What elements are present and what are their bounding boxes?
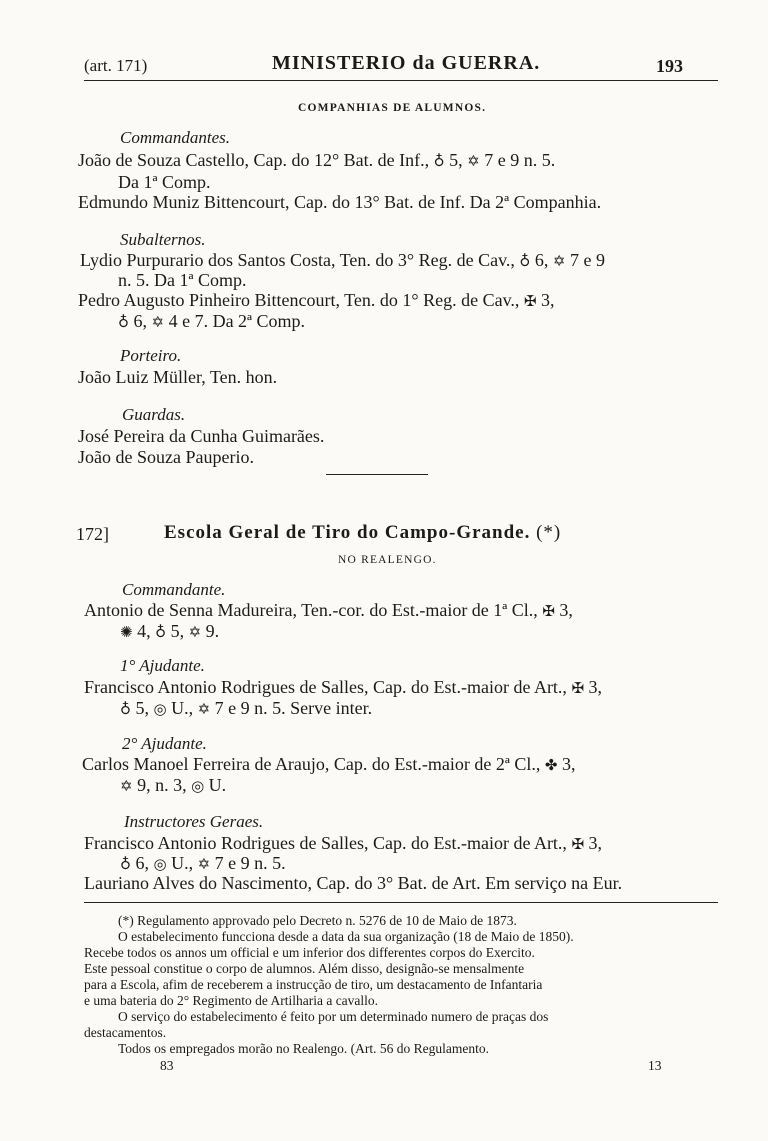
entry-line: Da 1ª Comp. [118,172,211,192]
medal-icon: ♁ [118,313,129,331]
order-cross-icon: ✤ [544,756,558,774]
footnote-line: Recebe todos os annos um official e um inferior dos differentes corpos do Exercito. [84,945,535,960]
role-subalternos: Subalternos. [120,230,206,249]
entry-text: U., [171,698,194,718]
entry-text: 5, [135,698,149,718]
footnote-mark: (*) [536,522,562,543]
entry-text: 6, [133,311,147,331]
entry-text: 9. [205,621,220,641]
entry-text: Lydio Purpurario dos Santos Costa, Ten. do 3° Reg. de Cav., [80,250,515,270]
entry-text: Antonio de Senna Madureira, Ten.-cor. do Est.-maior de 1ª Cl., [84,600,538,620]
entry-line [84,677,602,698]
section-title [164,522,561,544]
star-icon: ✡ [552,252,566,270]
cross-icon: ✠ [571,679,585,697]
entry-line: João de Souza Pauperio. [78,447,254,467]
entry-text: Carlos Manoel Ferreira de Araujo, Cap. do Est.-maior de 2ª Cl., [82,754,541,774]
entry-line: n. 5. Da 1ª Comp. [118,270,247,290]
circle-emblem-icon: ◎ [153,855,167,873]
role-instructores: Instructores Geraes. [124,812,264,831]
entry-line: Lauriano Alves do Nascimento, Cap. do 3° Bat. de Art. Em serviço na Eur. [84,873,623,893]
rosette-icon: ✺ [120,623,133,641]
section-title-text: Escola Geral de Tiro do Campo-Grande. [164,522,531,543]
entry-line: José Pereira da Cunha Guimarães. [78,426,325,446]
entry-text: 7 e 9 n. 5. [214,853,286,873]
footnote-line: O estabelecimento funcciona desde a data da sua organização (18 de Maio de 1850). [118,929,574,944]
entry-line [80,250,605,271]
header-article-ref: (art. 171) [84,56,148,75]
medal-icon: ♁ [433,152,445,170]
entry-text: 3, [561,754,576,774]
footnote-line: Todos os empregados morão no Realengo. (Art. 56 do Regulamento. [118,1041,489,1056]
signature-mark-left: 83 [160,1058,174,1073]
footnote-line: (*) Regulamento approvado pelo Decreto n. 5276 de 10 de Maio de 1873. [118,913,517,928]
entry-text: 6, [534,250,549,270]
star-icon: ✡ [197,855,211,873]
entry-line [78,150,555,171]
role-guardas: Guardas. [122,405,186,424]
cross-icon: ✠ [542,602,555,620]
circle-emblem-icon: ◎ [153,700,167,718]
star-icon: ✡ [197,700,211,718]
signature-mark-right: 13 [648,1058,662,1073]
cross-icon: ✠ [523,292,537,310]
entry-line [84,600,573,621]
entry-text: 5, [170,621,185,641]
section-number: 172] [76,524,109,544]
entry-line [120,698,372,719]
entry-line [78,290,554,311]
entry-text: Francisco Antonio Rodrigues de Salles, Cap. do Est.-maior de Art., [84,677,567,697]
entry-text: 6, [135,853,149,873]
footnote-line: para a Escola, afim de receberem a instrucção de tiro, um destacamento de Infantaria [84,977,543,992]
entry-text: 7 e 9 n. 5. Serve inter. [214,698,373,718]
entry-text: U., [171,853,194,873]
entry-line: Edmundo Muniz Bittencourt, Cap. do 13° Bat. de Inf. Da 2ª Companhia. [78,192,602,212]
star-icon: ✡ [120,777,133,795]
entry-text: Pedro Augusto Pinheiro Bittencourt, Ten. do 1° Reg. de Cav., [78,290,520,310]
role-porteiro: Porteiro. [120,346,182,365]
role-commandantes: Commandantes. [120,128,231,147]
entry-text: 4 e 7. Da 2ª Comp. [168,311,306,331]
entry-line [120,775,226,796]
section-separator [326,474,428,475]
entry-text: 3, [588,833,603,853]
medal-icon: ♁ [120,855,131,873]
entry-text: 3, [588,677,603,697]
entry-text: 4, [137,621,151,641]
entry-text: 3, [559,600,573,620]
footnote-line: Este pessoal constitue o corpo de alumnos. Além disso, designão-se mensalmente [84,961,525,976]
entry-line [84,833,602,854]
footnote-line: destacamentos. [84,1025,167,1040]
page-number: 193 [656,56,683,76]
footnote-rule [84,902,718,903]
header-rule [84,80,718,81]
entry-text: 7 e 9 [570,250,605,270]
entry-text: 7 e 9 n. 5. [484,150,556,170]
header-title: MINISTERIO da GUERRA. [272,52,541,74]
medal-icon: ♁ [519,252,531,270]
entry-line [120,853,286,874]
footnote-line: O serviço do estabelecimento é feito por um determinado numero de praças dos [118,1009,549,1024]
entry-line [82,754,575,775]
medal-icon: ♁ [120,700,131,718]
entry-text: U. [208,775,227,795]
section-subtitle: NO REALENGO. [338,554,437,566]
entry-line: João Luiz Müller, Ten. hon. [78,367,278,387]
entry-line [118,311,305,332]
star-icon: ✡ [467,152,480,170]
footnote-line: e uma bateria do 2° Regimento de Artilharia a cavallo. [84,993,379,1008]
entry-line [120,621,219,642]
role-ajudante-1: 1° Ajudante. [120,656,205,675]
entry-text: Francisco Antonio Rodrigues de Salles, Cap. do Est.-maior de Art., [84,833,567,853]
medal-icon: ♁ [155,623,167,641]
role-ajudante-2: 2° Ajudante. [122,734,207,753]
cross-icon: ✠ [571,835,585,853]
circle-emblem-icon: ◎ [191,777,205,795]
companhias-heading: COMPANHIAS DE ALUMNOS. [298,102,487,114]
entry-text: 3, [540,290,555,310]
star-icon: ✡ [151,313,165,331]
star-icon: ✡ [188,623,202,641]
role-commandante: Commandante. [122,580,226,599]
entry-text: João de Souza Castello, Cap. do 12° Bat. de Inf., [78,150,430,170]
entry-text: 5, [449,150,463,170]
entry-text: 9, n. 3, [137,775,187,795]
